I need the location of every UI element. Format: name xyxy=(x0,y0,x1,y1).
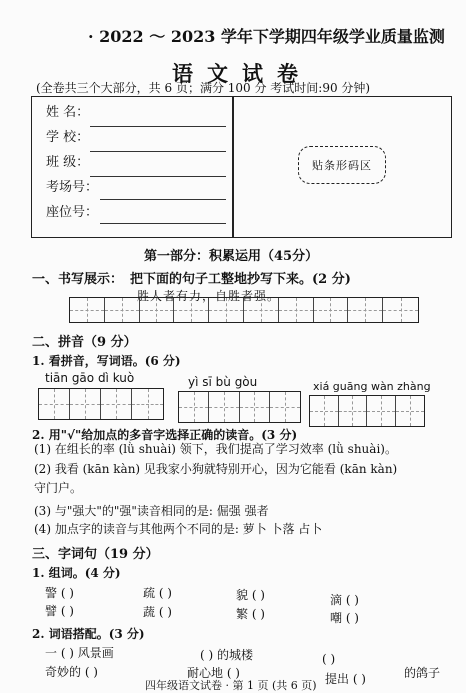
compose-1-3[interactable]: 貌 ( ) xyxy=(236,588,265,602)
field-school-line[interactable] xyxy=(90,151,226,152)
polyphone-item-4: (4) 加点字的读音与其他两个不同的是: 萝卜 卜落 占卜 xyxy=(34,522,323,536)
section2-label: 二、拼音（9 分） xyxy=(32,335,137,350)
compose-1-4[interactable]: 滴 ( ) xyxy=(330,593,359,607)
match-2-1[interactable]: 奇妙的 ( ) xyxy=(45,665,98,679)
pinyin-word-3: xiá guāng wàn zhàng xyxy=(313,380,431,393)
field-room-label: 考场号： xyxy=(46,180,99,195)
field-class-label: 班 级： xyxy=(46,155,90,170)
section1-label: 一、书写展示： xyxy=(32,272,124,287)
polyphone-item-2-cont: 守门户。 xyxy=(34,481,83,495)
copy-sentence: 胜人者有力，自胜者强。 xyxy=(137,289,281,303)
match-2-3[interactable]: 提出 ( ) xyxy=(325,672,366,686)
pinyin-q1: 1. 看拼音，写词语。(6 分) xyxy=(32,354,181,368)
exam-title: 语文试卷 xyxy=(172,61,312,86)
pinyin-grid-3[interactable] xyxy=(309,395,425,427)
match-1-2[interactable]: ( ) 的城楼 xyxy=(200,648,253,662)
compose-2-4[interactable]: 嘲 ( ) xyxy=(330,611,359,625)
compose-q1: 1. 组词。(4 分) xyxy=(32,566,121,580)
q2-prefix: 2. 用" xyxy=(32,428,67,442)
q2-suffix: "给加点的多音字选择正确的读音。(3 分) xyxy=(74,428,298,442)
polyphone-item-1: (1) 在组长的率 (lǜ shuài) 领下，我们提高了学习效率 (lǜ shuài)。 xyxy=(34,442,397,456)
compose-1-2[interactable]: 疏 ( ) xyxy=(143,586,172,600)
exam-note: (全卷共三个大部分，共 6 页；满分 100 分 考试时间:90 分钟) xyxy=(36,81,371,95)
copy-writing-grid[interactable] xyxy=(69,297,419,323)
polyphone-item-2: (2) 我看 (kān kàn) 见我家小狗就特别开心，因为它能看 (kān kàn) xyxy=(34,462,398,476)
field-seat-line[interactable] xyxy=(100,223,226,224)
compose-2-2[interactable]: 蔬 ( ) xyxy=(143,605,172,619)
pinyin-grid-1[interactable] xyxy=(38,388,164,420)
field-name-label: 姓 名： xyxy=(46,105,90,120)
match-2-4: 的鸽子 xyxy=(404,666,441,680)
compose-2-1[interactable]: 譬 ( ) xyxy=(45,604,74,618)
compose-1-1[interactable]: 警 ( ) xyxy=(45,586,74,600)
pinyin-grid-2[interactable] xyxy=(178,391,301,423)
match-2-2[interactable]: 耐心地 ( ) xyxy=(187,666,240,680)
page-footer: 四年级语文试卷 · 第 1 页 (共 6 页) xyxy=(145,679,317,692)
part1-heading: 第一部分：积累运用（45分） xyxy=(144,249,319,264)
compose-q2: 2. 词语搭配。(3 分) xyxy=(32,627,145,641)
compose-2-3[interactable]: 繁 ( ) xyxy=(236,607,265,621)
pinyin-word-1: tiān gāo dì kuò xyxy=(45,371,135,385)
barcode-area: 贴条形码区 xyxy=(298,146,386,184)
field-room-line[interactable] xyxy=(100,199,226,200)
section3-label: 三、字词句（19 分） xyxy=(32,547,159,562)
checkmark-icon: √ xyxy=(66,428,75,442)
field-class-line[interactable] xyxy=(90,176,226,177)
match-1-1[interactable]: 一 ( ) 风景画 xyxy=(45,646,114,660)
match-1-3[interactable]: ( ) xyxy=(322,652,336,666)
section1-instruction: 把下面的句子工整地抄写下来。(2 分) xyxy=(130,272,351,287)
info-divider xyxy=(232,96,234,238)
field-school-label: 学 校： xyxy=(46,130,90,145)
field-seat-label: 座位号： xyxy=(46,205,99,220)
field-name-line[interactable] xyxy=(90,126,226,127)
polyphone-item-3: (3) 与"强大"的"强"读音相同的是: 倔强 强者 xyxy=(34,504,269,518)
exam-year-title: · 2022 ～ 2023 学年下学期四年级学业质量监测 xyxy=(88,27,445,46)
pinyin-word-2: yì sī bù gòu xyxy=(188,375,258,389)
